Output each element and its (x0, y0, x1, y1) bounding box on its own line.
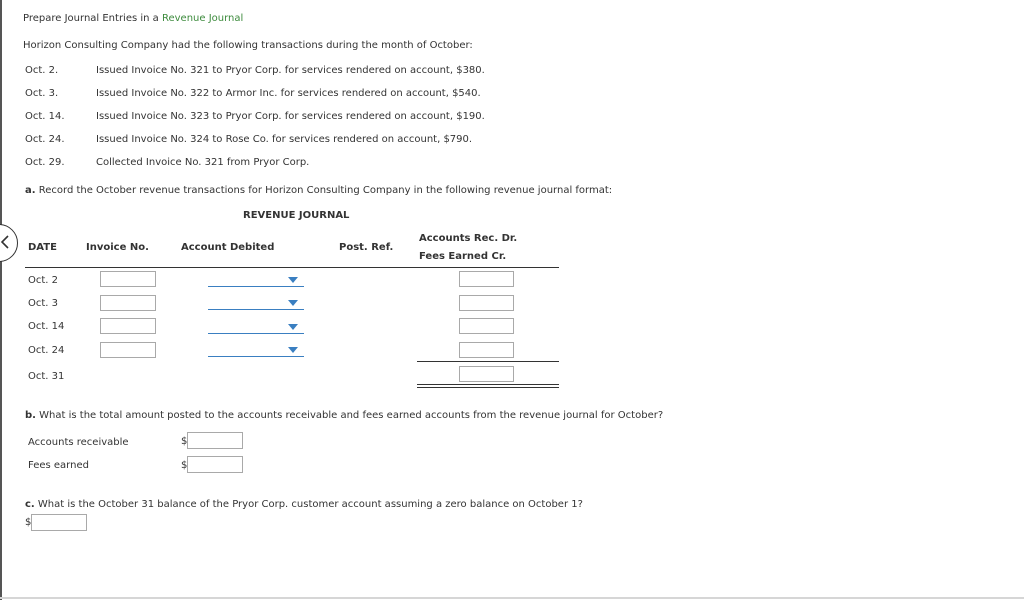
intro-text: Horizon Consulting Company had the following transactions during the month of October: (23, 40, 473, 51)
part-a-question (25, 185, 612, 196)
caret-down-icon (288, 347, 298, 353)
col-header-accounts-rec: Accounts Rec. Dr. (419, 233, 518, 244)
invoice-input[interactable] (100, 271, 156, 287)
fees-earned-label: Fees earned (28, 460, 89, 471)
transaction-date: Oct. 29. (25, 157, 65, 168)
select-underline (208, 356, 304, 357)
page-title (23, 13, 243, 24)
part-c-prefix: c. (25, 499, 35, 510)
currency-symbol: $ (181, 460, 188, 471)
row-date: Oct. 3 (28, 298, 59, 309)
account-debited-select[interactable] (208, 341, 304, 357)
col-header-fees-earned: Fees Earned Cr. (419, 251, 507, 262)
header-rule (25, 267, 559, 268)
page-title-text: Prepare Journal Entries in a (23, 13, 162, 24)
amount-input[interactable] (459, 342, 514, 358)
pryor-balance-input[interactable] (31, 514, 87, 531)
amount-input[interactable] (459, 295, 514, 311)
row-date: Oct. 24 (28, 345, 65, 356)
part-a-prefix: a. (25, 185, 36, 196)
caret-down-icon (288, 324, 298, 330)
row-date: Oct. 2 (28, 275, 59, 286)
part-c-question (25, 499, 583, 510)
transaction-date: Oct. 24. (25, 134, 65, 145)
row-date: Oct. 14 (28, 321, 65, 332)
caret-down-icon (288, 277, 298, 283)
part-a-text: Record the October revenue transactions for Horizon Consulting Company in the following revenue journal format: (38, 185, 613, 196)
invoice-input[interactable] (100, 295, 156, 311)
accounts-receivable-input[interactable] (187, 432, 243, 449)
previous-nav-button[interactable] (0, 224, 18, 262)
total-row-date: Oct. 31 (28, 371, 65, 382)
total-double-rule-bottom (417, 387, 559, 388)
transaction-text: Issued Invoice No. 321 to Pryor Corp. for services rendered on account, $380. (96, 65, 485, 76)
part-b-question (25, 410, 663, 421)
bottom-border (0, 597, 1024, 599)
account-debited-select[interactable] (208, 318, 304, 334)
invoice-input[interactable] (100, 318, 156, 334)
transaction-text: Issued Invoice No. 324 to Rose Co. for services rendered on account, $790. (96, 134, 473, 145)
total-double-rule-top (417, 384, 559, 385)
select-underline (208, 309, 304, 310)
col-header-post-ref: Post. Ref. (339, 242, 394, 253)
left-border (0, 0, 2, 600)
col-header-account: Account Debited (181, 242, 275, 253)
part-b-text: What is the total amount posted to the accounts receivable and fees earned accounts from the revenue journal for October? (39, 410, 664, 421)
total-amount-input[interactable] (459, 366, 514, 382)
chevron-left-icon (1, 235, 9, 249)
fees-earned-input[interactable] (187, 456, 243, 473)
select-underline (208, 333, 304, 334)
currency-symbol: $ (25, 517, 32, 528)
transaction-date: Oct. 14. (25, 111, 65, 122)
transaction-text: Collected Invoice No. 321 from Pryor Corp. (96, 157, 310, 168)
part-c-text: What is the October 31 balance of the Pryor Corp. customer account assuming a zero balance on October 1? (37, 499, 583, 510)
transaction-text: Issued Invoice No. 323 to Pryor Corp. for services rendered on account, $190. (96, 111, 485, 122)
account-debited-select[interactable] (208, 271, 304, 287)
currency-symbol: $ (181, 436, 188, 447)
transaction-text: Issued Invoice No. 322 to Armor Inc. for services rendered on account, $540. (96, 88, 481, 99)
amount-input[interactable] (459, 318, 514, 334)
col-header-invoice: Invoice No. (86, 242, 149, 253)
accounts-receivable-label: Accounts receivable (28, 437, 129, 448)
transaction-date: Oct. 3. (25, 88, 59, 99)
transaction-date: Oct. 2. (25, 65, 59, 76)
subtotal-rule (417, 361, 559, 362)
invoice-input[interactable] (100, 342, 156, 358)
revenue-journal-link[interactable]: Revenue Journal (161, 13, 244, 24)
account-debited-select[interactable] (208, 294, 304, 310)
journal-title: REVENUE JOURNAL (243, 210, 350, 221)
select-underline (208, 286, 304, 287)
caret-down-icon (288, 300, 298, 306)
part-b-prefix: b. (25, 410, 36, 421)
col-header-date: DATE (28, 242, 57, 253)
amount-input[interactable] (459, 271, 514, 287)
